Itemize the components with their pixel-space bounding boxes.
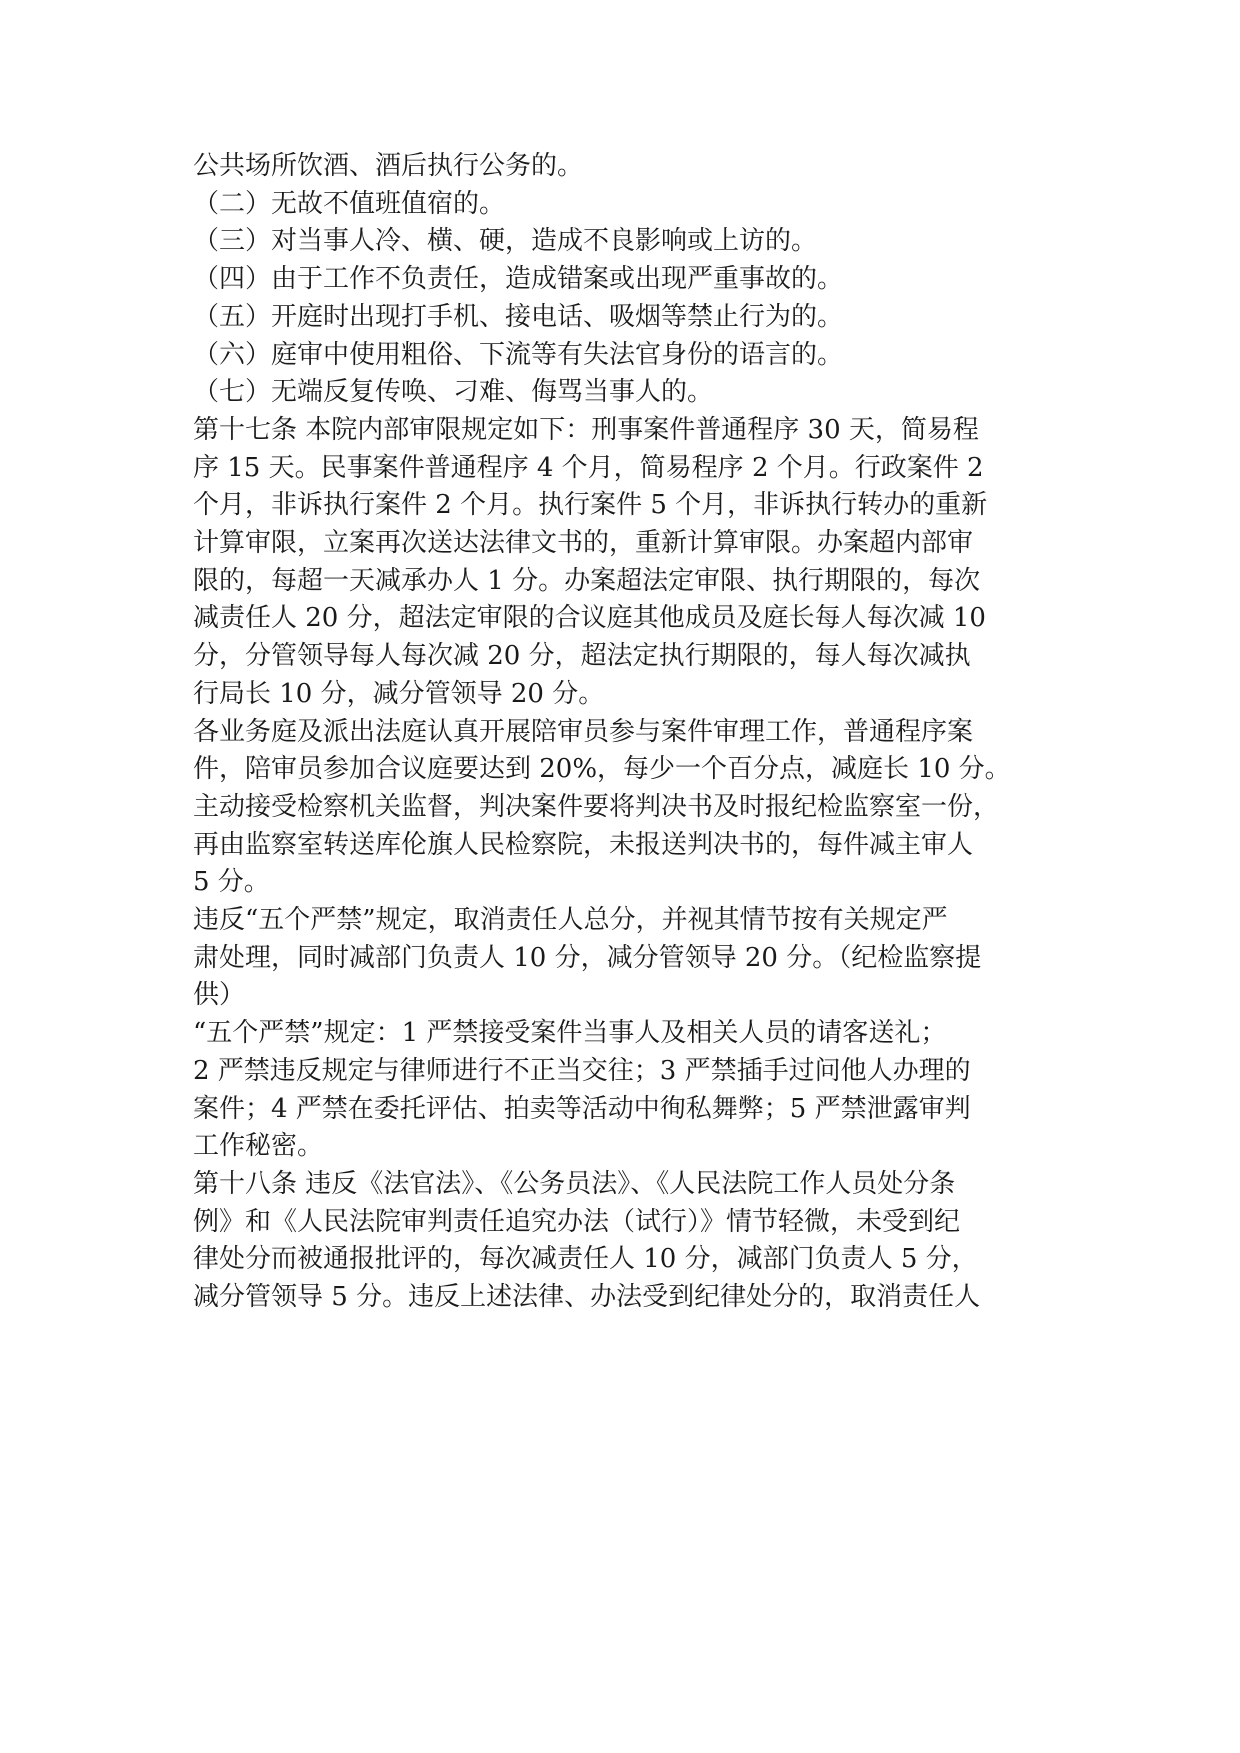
text-line: 供） bbox=[193, 980, 246, 1011]
text-line: 肃处理，同时减部门负责人 10 分，减分管领导 20 分。（纪检监察提 bbox=[193, 942, 982, 973]
text-line: 件，陪审员参加合议庭要达到 20%，每少一个百分点，减庭长 10 分。 bbox=[193, 754, 1011, 785]
text-line: 行局长 10 分，减分管领导 20 分。 bbox=[193, 678, 605, 709]
text-line: （六）庭审中使用粗俗、下流等有失法官身份的语言的。 bbox=[193, 339, 844, 370]
text-line: 减分管领导 5 分。违反上述法律、办法受到纪律处分的，取消责任人 bbox=[193, 1282, 981, 1313]
text-line: 第十七条 本院内部审限规定如下：刑事案件普通程序 30 天，简易程 bbox=[193, 414, 979, 445]
document-body bbox=[193, 148, 1073, 1317]
text-line: 5 分。 bbox=[193, 867, 270, 898]
text-line: 案件；4 严禁在委托评估、拍卖等活动中徇私舞弊；5 严禁泄露审判 bbox=[193, 1093, 971, 1124]
text-line: 违反“五个严禁”规定，取消责任人总分，并视其情节按有关规定严 bbox=[193, 905, 948, 936]
text-line: 工作秘密。 bbox=[193, 1131, 324, 1162]
text-line: 例》和《人民法院审判责任追究办法（试行）》情节轻微，未受到纪 bbox=[193, 1206, 961, 1237]
text-line: 律处分而被通报批评的，每次减责任人 10 分，减部门负责人 5 分， bbox=[193, 1244, 978, 1275]
text-line: 主动接受检察机关监督，判决案件要将判决书及时报纪检监察室一份， bbox=[193, 791, 1000, 822]
text-line: 序 15 天。民事案件普通程序 4 个月，简易程序 2 个月。行政案件 2 bbox=[193, 452, 984, 483]
text-line: 个月，非诉执行案件 2 个月。执行案件 5 个月，非诉执行转办的重新 bbox=[193, 490, 988, 521]
text-line: 各业务庭及派出法庭认真开展陪审员参与案件审理工作，普通程序案 bbox=[193, 716, 974, 747]
text-line: 2 严禁违反规定与律师进行不正当交往；3 严禁插手过问他人办理的 bbox=[193, 1055, 971, 1086]
text-line: 减责任人 20 分，超法定审限的合议庭其他成员及庭长每人每次减 10 bbox=[193, 603, 986, 634]
text-line: 限的，每超一天减承办人 1 分。办案超法定审限、执行期限的，每次 bbox=[193, 565, 981, 596]
text-line: 再由监察室转送库伦旗人民检察院，未报送判决书的，每件减主审人 bbox=[193, 829, 974, 860]
text-line: （三）对当事人冷、横、硬，造成不良影响或上访的。 bbox=[193, 226, 818, 257]
text-line: （五）开庭时出现打手机、接电话、吸烟等禁止行为的。 bbox=[193, 301, 844, 332]
text-line: 第十八条 违反《法官法》、《公务员法》、《人民法院工作人员处分条 bbox=[193, 1168, 956, 1199]
text-line: 公共场所饮酒、酒后执行公务的。 bbox=[193, 151, 584, 181]
text-line: （二）无故不值班值宿的。 bbox=[193, 188, 506, 219]
text-line: （七）无端反复传唤、刁难、侮骂当事人的。 bbox=[193, 377, 714, 408]
text-line: 分，分管领导每人每次减 20 分，超法定执行期限的，每人每次减执 bbox=[193, 641, 971, 672]
text-line: （四）由于工作不负责任，造成错案或出现严重事故的。 bbox=[193, 264, 844, 295]
text-line: “五个严禁”规定：1 严禁接受案件当事人及相关人员的请客送礼； bbox=[193, 1018, 947, 1049]
text-line: 计算审限，立案再次送达法律文书的，重新计算审限。办案超内部审 bbox=[193, 528, 974, 559]
